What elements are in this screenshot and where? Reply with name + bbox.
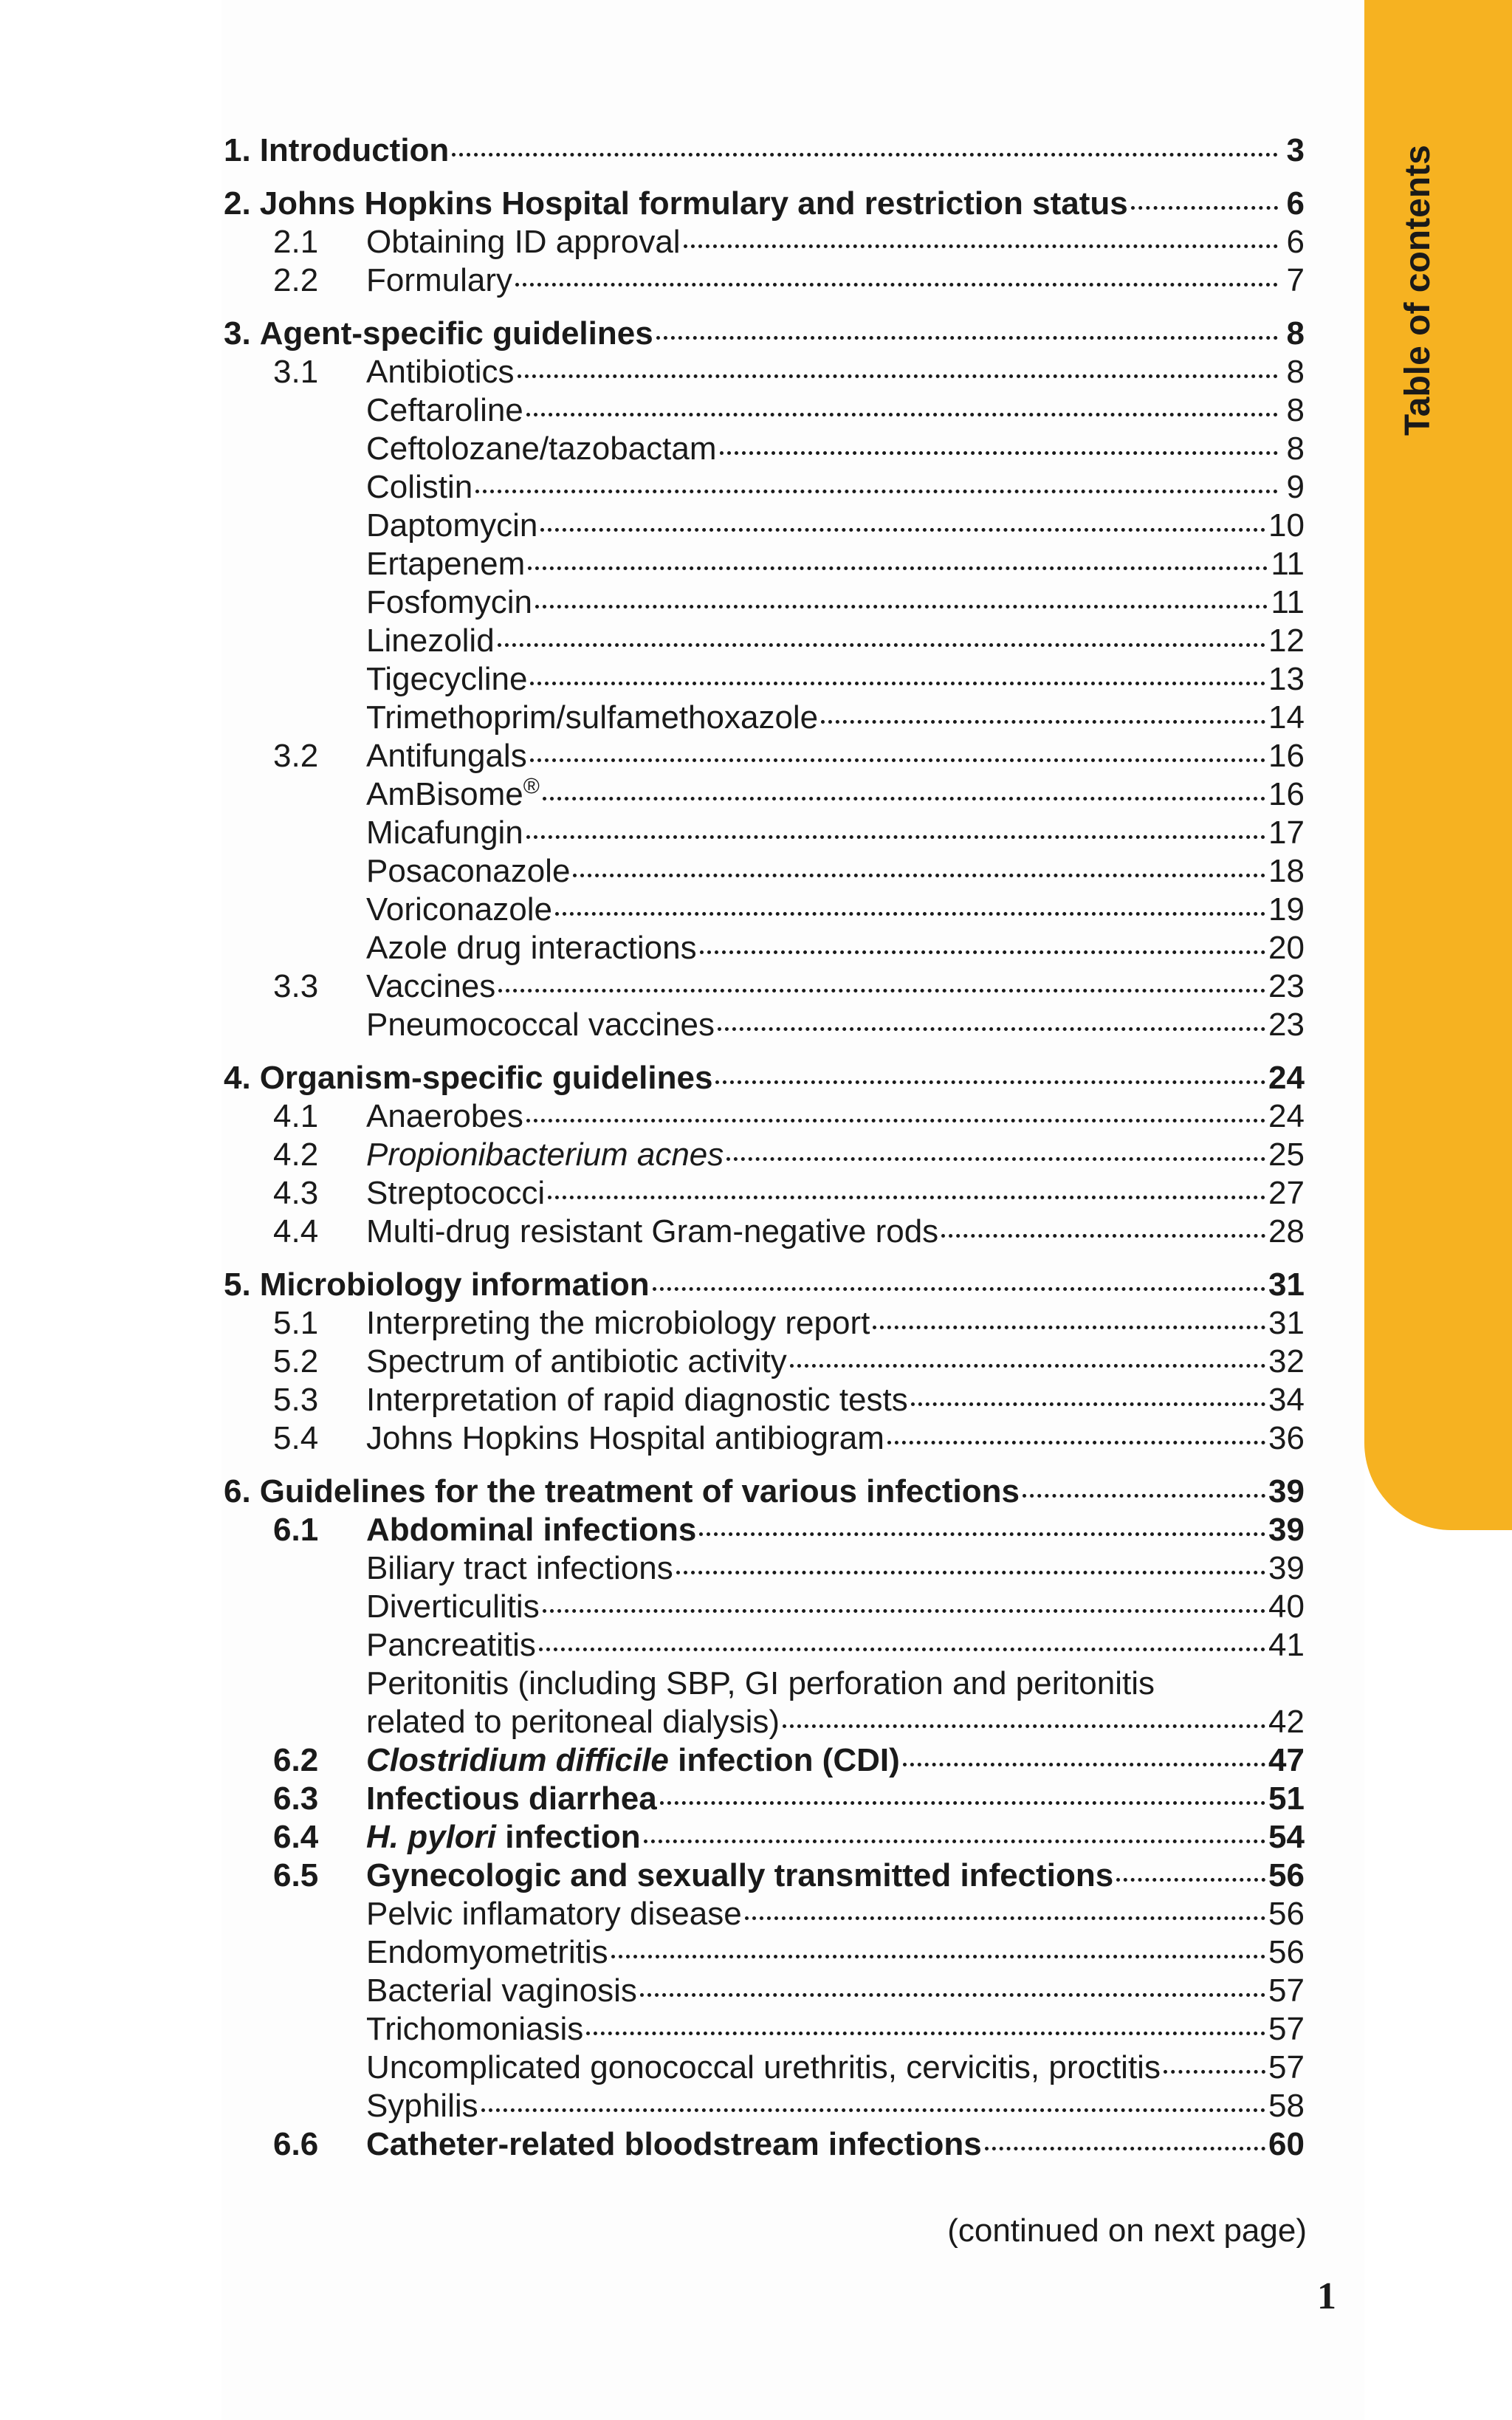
dot-leader [475, 490, 1278, 493]
dot-leader [790, 1364, 1265, 1368]
toc-entry-page: 57 [1268, 1972, 1305, 2009]
toc-entry-label [366, 967, 495, 1006]
page-number: 1 [1317, 2275, 1336, 2317]
toc-entry-number: 4.3 [273, 1175, 319, 1211]
dot-leader [640, 1993, 1265, 1997]
toc-entry-page: 31 [1268, 1305, 1305, 1341]
toc-entry-page: 8 [1286, 431, 1305, 467]
toc-entry-label [366, 737, 527, 775]
toc-entry-page: 10 [1268, 507, 1305, 544]
toc-entry-label-tail: infection (CDI) [668, 1742, 900, 1778]
dot-leader [530, 682, 1265, 685]
toc-entry-page: 39 [1268, 1550, 1305, 1586]
section-side-tab[interactable] [1364, 0, 1512, 1530]
dot-leader [526, 1119, 1265, 1122]
toc-entry[interactable] [224, 1473, 1305, 1511]
toc-entry-label-text: Pancreatitis [366, 1627, 536, 1663]
toc-entry-label [260, 1059, 713, 1097]
toc-entry-label [366, 391, 523, 430]
dot-leader [1023, 1494, 1265, 1498]
toc-entry-label [366, 1818, 641, 1857]
toc-entry-label-text: Interpretation of rapid diagnostic tests [366, 1382, 908, 1418]
toc-entry-label [260, 1266, 650, 1304]
dot-leader [745, 1916, 1265, 1920]
toc-entry-label [366, 1511, 696, 1549]
toc-entry-label [366, 1895, 742, 1933]
toc-entry-page: 16 [1268, 776, 1305, 812]
toc-entry[interactable] [224, 660, 1305, 699]
toc-entry-page: 8 [1286, 315, 1305, 352]
toc-entry-label [366, 1381, 908, 1419]
toc-entry-label-text: Anaerobes [366, 1098, 523, 1134]
toc-entry-number: 6.6 [273, 2126, 319, 2162]
dot-leader [528, 566, 1268, 570]
toc-entry-number: 6.4 [273, 1819, 319, 1855]
toc-entry-label-text: Johns Hopkins Hospital formulary and restriction status [259, 185, 1128, 222]
toc-entry-page: 39 [1268, 1512, 1305, 1548]
toc-entry-number: 3.1 [273, 354, 319, 390]
toc-entry-label-text: Micafungin [366, 815, 523, 851]
toc-entry-label [366, 814, 523, 852]
toc-entry-label [366, 1741, 900, 1780]
toc-entry[interactable] [224, 1665, 1305, 1703]
toc-entry-label [260, 1473, 1020, 1511]
toc-entry-page: 16 [1268, 738, 1305, 774]
toc-entry-label-text: Diverticulitis [366, 1588, 540, 1625]
toc-entry-label-text: Daptomycin [366, 507, 538, 544]
toc-entry[interactable] [224, 1213, 1305, 1251]
toc-entry-label-italic: Propionibacterium acnes [366, 1137, 724, 1173]
toc-entry[interactable] [224, 852, 1305, 891]
toc-entry-label [366, 1780, 657, 1818]
toc-entry[interactable] [224, 622, 1305, 660]
toc-entry-label-text: Guidelines for the treatment of various infections [259, 1473, 1020, 1509]
toc-entry-label [366, 1136, 724, 1174]
toc-entry[interactable] [224, 775, 1305, 814]
toc-entry[interactable] [224, 545, 1305, 583]
toc-entry-label-text: Gynecologic and sexually transmitted infections [366, 1857, 1114, 1893]
toc-entry-label-text: Introduction [259, 132, 450, 168]
toc-entry-label [366, 2125, 982, 2164]
toc-entry-number: 3. [224, 315, 251, 352]
toc-entry-label-text: Ceftolozane/tazobactam [366, 431, 717, 467]
dot-leader [535, 605, 1268, 609]
toc-entry-page: 6 [1286, 224, 1305, 260]
dot-leader [543, 1609, 1265, 1613]
toc-entry-number: 6.1 [273, 1512, 319, 1548]
toc-entry-label [366, 1972, 637, 2010]
toc-entry[interactable] [224, 507, 1305, 545]
toc-entry[interactable] [224, 185, 1305, 223]
dot-leader [539, 1648, 1265, 1651]
dot-leader [941, 1234, 1265, 1238]
toc-entry[interactable] [224, 967, 1305, 1006]
dot-leader [526, 413, 1278, 417]
dot-leader [540, 528, 1265, 532]
toc-entry-page: 60 [1268, 2126, 1305, 2162]
dot-leader [644, 1840, 1265, 1843]
toc-entry-label [366, 507, 537, 545]
toc-entry-label-text: Obtaining ID approval [366, 224, 681, 260]
toc-entry-label-italic: H. pylori [366, 1819, 497, 1855]
toc-entry[interactable] [224, 2087, 1305, 2125]
toc-entry-label [366, 1419, 884, 1458]
toc-entry-page: 11 [1271, 546, 1305, 582]
toc-entry-number: 5.3 [273, 1382, 319, 1418]
toc-entry-label-text: Microbiology information [259, 1266, 650, 1303]
toc-entry-page: 39 [1268, 1473, 1305, 1509]
toc-entry-page: 8 [1286, 354, 1305, 390]
toc-entry-page: 31 [1268, 1266, 1305, 1303]
toc-entry-label-text: Posaconazole [366, 853, 571, 889]
toc-entry[interactable] [224, 891, 1305, 929]
toc-entry-page: 57 [1268, 2049, 1305, 2085]
toc-entry-label-text: AmBisome [366, 776, 523, 812]
toc-entry[interactable] [224, 1933, 1305, 1972]
toc-entry[interactable] [224, 261, 1305, 300]
toc-entry-number: 5.4 [273, 1420, 319, 1456]
dot-leader [653, 1287, 1265, 1291]
toc-entry[interactable] [224, 315, 1305, 353]
toc-entry[interactable] [224, 1136, 1305, 1174]
toc-entry-page: 42 [1268, 1704, 1305, 1740]
toc-entry[interactable] [224, 814, 1305, 852]
dot-leader [873, 1326, 1265, 1329]
toc-entry-page: 47 [1268, 1742, 1305, 1778]
dot-leader [498, 643, 1265, 647]
toc-entry[interactable] [224, 1419, 1305, 1458]
toc-entry-label-text: Organism-specific guidelines [259, 1060, 713, 1096]
toc-entry-label-text: Azole drug interactions [366, 930, 697, 966]
toc-entry-page: 9 [1286, 469, 1305, 505]
toc-entry-number: 5. [224, 1266, 251, 1303]
toc-entry[interactable] [224, 1972, 1305, 2010]
toc-entry-page: 41 [1268, 1627, 1305, 1663]
toc-entry-label-text: Streptococci [366, 1175, 546, 1211]
dot-leader [821, 720, 1265, 724]
toc-entry[interactable] [224, 391, 1305, 430]
toc-entry-label [260, 131, 450, 170]
toc-entry-page: 32 [1268, 1343, 1305, 1379]
toc-entry-label [366, 2010, 583, 2049]
dot-leader [720, 451, 1278, 455]
dot-leader [911, 1402, 1265, 1406]
toc-entry-label-text: Biliary tract infections [366, 1550, 673, 1586]
toc-entry[interactable] [224, 1857, 1305, 1895]
dot-leader [985, 2147, 1265, 2150]
toc-entry-label [366, 891, 552, 929]
dot-leader [700, 950, 1265, 954]
dot-leader [526, 835, 1265, 839]
toc-entry-label-text: related to peritoneal dialysis) [366, 1704, 780, 1740]
toc-entry[interactable] [224, 1174, 1305, 1213]
toc-entry-label [366, 2049, 1161, 2087]
toc-entry-label [366, 223, 681, 261]
toc-entry-label-text: Antibiotics [366, 354, 515, 390]
toc-entry[interactable] [224, 1343, 1305, 1381]
dot-leader [586, 2032, 1265, 2035]
toc-entry-number: 2.2 [273, 262, 319, 298]
toc-entry-label-text: Uncomplicated gonococcal urethritis, cervicitis, proctitis [366, 2049, 1161, 2085]
toc-entry[interactable] [224, 1381, 1305, 1419]
dot-leader [887, 1441, 1265, 1444]
toc-entry-label [366, 1006, 715, 1044]
toc-entry-label-text: Tigecycline [366, 661, 528, 697]
toc-entry[interactable] [224, 1006, 1305, 1044]
toc-entry-number: 6.2 [273, 1742, 319, 1778]
dot-leader [718, 1027, 1265, 1031]
toc-entry-label-text: Pneumococcal vaccines [366, 1007, 715, 1043]
toc-entry-page: 18 [1268, 853, 1305, 889]
toc-entry-label-text: Johns Hopkins Hospital antibiogram [366, 1420, 884, 1456]
toc-entry-label-text: Infectious diarrhea [366, 1780, 657, 1817]
toc-entry[interactable] [224, 1895, 1305, 1933]
toc-entry-label-text: Interpreting the microbiology report [366, 1305, 870, 1341]
side-tab-label: Table of contents [1398, 145, 1437, 436]
toc-entry-label [366, 929, 697, 967]
toc-entry[interactable] [224, 2049, 1305, 2087]
toc-entry[interactable] [224, 1097, 1305, 1136]
toc-entry-page: 57 [1268, 2011, 1305, 2047]
toc-entry-label [366, 1343, 787, 1381]
toc-entry-page: 8 [1286, 392, 1305, 428]
dot-leader [699, 1532, 1265, 1536]
toc-entry-label [366, 852, 570, 891]
toc-entry-label-text: Abdominal infections [366, 1512, 697, 1548]
toc-entry-label-text: Catheter-related bloodstream infections [366, 2126, 982, 2162]
toc-entry-label [366, 545, 525, 583]
toc-entry-number: 6.5 [273, 1857, 319, 1893]
toc-entry-label-text: Vaccines [366, 968, 496, 1004]
toc-entry-page: 54 [1268, 1819, 1305, 1855]
toc-entry-number: 6. [224, 1473, 251, 1509]
toc-entry-label-text: Trichomoniasis [366, 2011, 584, 2047]
dot-leader [548, 1196, 1265, 1199]
toc-entry-page: 25 [1268, 1137, 1305, 1173]
toc-entry[interactable] [224, 468, 1305, 507]
toc-entry[interactable] [224, 1780, 1305, 1818]
dot-leader [452, 153, 1278, 157]
toc-entry-label [366, 1549, 673, 1588]
toc-entry-label [366, 1665, 1155, 1703]
toc-entry-label [366, 1174, 545, 1213]
toc-entry[interactable] [224, 223, 1305, 261]
dot-leader [783, 1724, 1265, 1728]
toc-entry[interactable] [224, 1304, 1305, 1343]
toc-entry[interactable] [224, 1588, 1305, 1626]
toc-entry-label [366, 699, 818, 737]
toc-entry-page: 20 [1268, 930, 1305, 966]
toc-entry-label-text: Ceftaroline [366, 392, 523, 428]
dot-leader [903, 1763, 1265, 1766]
toc-entry-label-text: Spectrum of antibiotic activity [366, 1343, 787, 1379]
dot-leader [684, 244, 1278, 248]
toc-entry[interactable] [224, 929, 1305, 967]
toc-entry[interactable] [224, 699, 1305, 737]
toc-entry-label-text: Colistin [366, 469, 473, 505]
toc-entry-label-text: Endomyometritis [366, 1934, 608, 1970]
toc-entry-label [366, 660, 527, 699]
toc-entry-label [366, 468, 472, 507]
toc-entry[interactable] [224, 1626, 1305, 1665]
toc-entry[interactable] [224, 1703, 1305, 1741]
toc-entry-number: 4.2 [273, 1137, 319, 1173]
toc-entry-page: 24 [1268, 1098, 1305, 1134]
toc-entry-label-text: Multi-drug resistant Gram-negative rods [366, 1213, 939, 1250]
toc-entry[interactable] [224, 353, 1305, 391]
toc-entry-page: 56 [1268, 1857, 1305, 1893]
registered-mark: ® [523, 774, 540, 799]
toc-entry[interactable] [224, 737, 1305, 775]
toc-entry-number: 4. [224, 1060, 251, 1096]
dot-leader [530, 758, 1265, 762]
toc-entry-label-text: Linezolid [366, 623, 495, 659]
dot-leader [573, 874, 1265, 877]
toc-entry-label [366, 1588, 540, 1626]
toc-entry-page: 19 [1268, 891, 1305, 928]
toc-entry[interactable] [224, 1266, 1305, 1304]
dot-leader [555, 912, 1265, 916]
dot-leader [1164, 2070, 1265, 2074]
toc-entry[interactable] [224, 1549, 1305, 1588]
toc-entry-label [366, 1213, 938, 1251]
dot-leader [1131, 206, 1278, 210]
toc-entry-page: 23 [1268, 968, 1305, 1004]
toc-entry-label-text: Bacterial vaginosis [366, 1972, 637, 2009]
toc-entry[interactable] [224, 1818, 1305, 1857]
toc-entry-label-italic: Clostridium difficile [366, 1742, 669, 1778]
dot-leader [481, 2108, 1265, 2112]
toc-entry-number: 3.2 [273, 738, 319, 774]
toc-entry-label [260, 315, 653, 353]
toc-entry-page: 6 [1286, 185, 1305, 222]
toc-entry-label [366, 775, 540, 814]
toc-entry-page: 17 [1268, 815, 1305, 851]
toc-entry-label [366, 1626, 536, 1665]
toc-entry-label [366, 583, 532, 622]
toc-entry-number: 3.3 [273, 968, 319, 1004]
toc-entry-label [366, 1703, 780, 1741]
toc-entry-page: 24 [1268, 1060, 1305, 1096]
toc-entry-label-text: Voriconazole [366, 891, 552, 928]
toc-entry-number: 2. [224, 185, 251, 222]
toc-entry-page: 56 [1268, 1896, 1305, 1932]
dot-leader [611, 1955, 1265, 1958]
toc-entry-number: 2.1 [273, 224, 319, 260]
toc-entry-label [366, 430, 717, 468]
toc-entry-page: 23 [1268, 1007, 1305, 1043]
toc-entry[interactable] [224, 1059, 1305, 1097]
dot-leader [543, 797, 1265, 801]
toc-entry-page: 58 [1268, 2088, 1305, 2124]
toc-entry-page: 51 [1268, 1780, 1305, 1817]
toc-entry[interactable] [224, 2125, 1305, 2164]
toc-entry-label [366, 353, 515, 391]
toc-entry-page: 40 [1268, 1588, 1305, 1625]
toc-entry-label-text: Agent-specific guidelines [259, 315, 653, 352]
dot-leader [715, 1080, 1265, 1084]
dot-leader [1116, 1878, 1265, 1882]
dot-leader [515, 283, 1278, 287]
toc-entry[interactable] [224, 1511, 1305, 1549]
toc-entry-label-text: Antifungals [366, 738, 527, 774]
toc-entry-number: 4.1 [273, 1098, 319, 1134]
toc-entry-label [366, 1097, 523, 1136]
toc-entry-page: 11 [1271, 584, 1305, 620]
table-of-contents [224, 131, 1305, 2164]
toc-entry-label [260, 185, 1128, 223]
toc-entry-number: 5.2 [273, 1343, 319, 1379]
toc-entry-label [366, 1857, 1113, 1895]
toc-entry-page: 56 [1268, 1934, 1305, 1970]
toc-entry-page: 27 [1268, 1175, 1305, 1211]
dot-leader [518, 374, 1278, 378]
toc-entry-page: 3 [1286, 132, 1305, 168]
toc-entry-number: 1. [224, 132, 251, 168]
toc-entry-label [366, 261, 512, 300]
toc-entry-label-tail: infection [496, 1819, 641, 1855]
toc-entry-label-text: Trimethoprim/sulfamethoxazole [366, 699, 819, 736]
toc-entry-number: 4.4 [273, 1213, 319, 1250]
dot-leader [660, 1801, 1265, 1805]
toc-entry-page: 28 [1268, 1213, 1305, 1250]
toc-entry[interactable] [224, 430, 1305, 468]
dot-leader [726, 1157, 1265, 1161]
dot-leader [656, 336, 1278, 340]
toc-entry-label [366, 1933, 608, 1972]
toc-entry[interactable] [224, 1741, 1305, 1780]
continued-note: (continued on next page) [947, 2212, 1307, 2249]
toc-entry[interactable] [224, 583, 1305, 622]
toc-entry-label-text: Formulary [366, 262, 513, 298]
dot-leader [676, 1571, 1265, 1574]
toc-entry-page: 13 [1268, 661, 1305, 697]
toc-entry-page: 12 [1268, 623, 1305, 659]
toc-entry-page: 36 [1268, 1420, 1305, 1456]
toc-entry-label [366, 622, 495, 660]
toc-entry-label-text: Peritonitis (including SBP, GI perforation and peritonitis [366, 1665, 1155, 1701]
toc-entry-page: 34 [1268, 1382, 1305, 1418]
toc-entry-label-text: Fosfomycin [366, 584, 532, 620]
toc-entry[interactable] [224, 2010, 1305, 2049]
toc-entry-page: 14 [1268, 699, 1305, 736]
toc-entry-label-text: Syphilis [366, 2088, 478, 2124]
toc-entry-number: 5.1 [273, 1305, 319, 1341]
toc-entry-label [366, 2087, 478, 2125]
dot-leader [498, 989, 1265, 993]
toc-entry[interactable] [224, 131, 1305, 170]
toc-entry-label-text: Pelvic inflamatory disease [366, 1896, 742, 1932]
toc-entry-label [366, 1304, 870, 1343]
toc-entry-number: 6.3 [273, 1780, 319, 1817]
toc-entry-page: 7 [1286, 262, 1305, 298]
toc-entry-label-text: Ertapenem [366, 546, 526, 582]
